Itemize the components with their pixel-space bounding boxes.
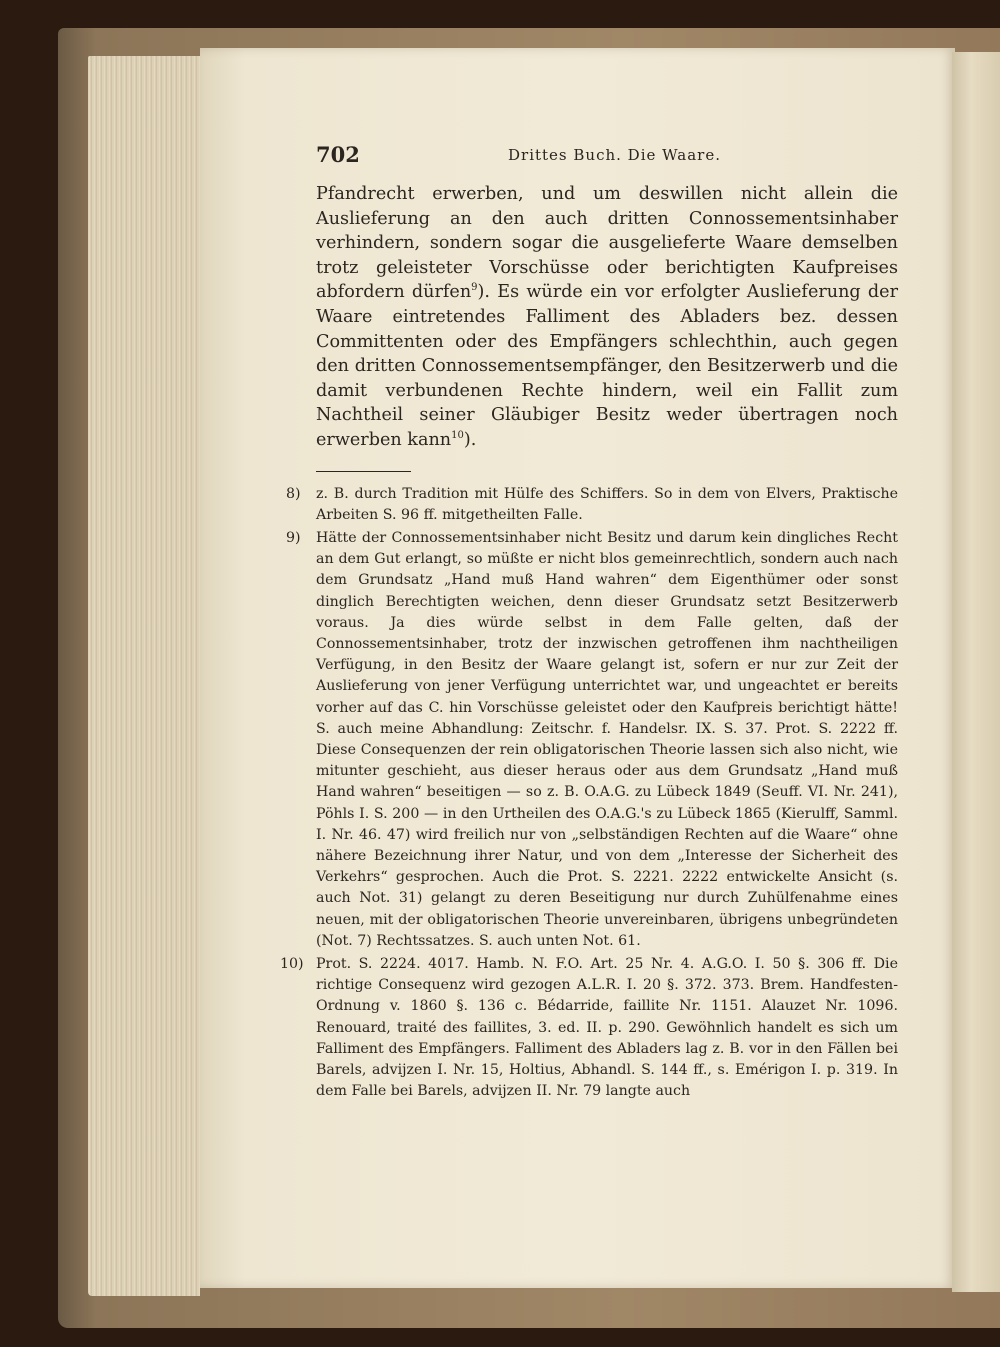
footnote-ref-9: 9 — [471, 282, 478, 294]
body-text-3: ). — [463, 429, 477, 450]
footnote-number: 8) — [286, 485, 301, 502]
body-paragraph — [316, 182, 898, 453]
footnote-text: Hätte der Connossementsinhaber nicht Besitz und darum kein dingliches Recht an dem Gut erlangt, so müßte er nicht blos gemeinrechtlich, sondern auch nach dem Grundsatz „Hand muß Hand wahren“ dem Eigenthümer oder sonst dinglich Berechtigten weichen, denn dieser Grundsatz setzt Besitzerwerb voraus. Ja dies würde selbst in dem Falle gelten, daß der Connossementsinhaber, trotz der inzwischen getroffenen ihm nachtheiligen Verfügung, in den Besitz der Waare gelangt ist, sofern er nur zur Zeit der Auslieferung von jener Verfügung unterrichtet war, und ungeachtet er bereits vorher auf das C. hin Vorschüsse geleistet oder den Kaufpreis berichtigt hätte! S. auch meine Abhandlung: Zeitschr. f. Handelsr. IX. S. 37. Prot. S. 2222 ff. Diese Consequenzen der rein obligatorischen Theorie lassen sich also nicht, wie mitunter geschieht, aus dieser heraus oder aus dem Grundsatz „Hand muß Hand wahren“ beseitigen — so z. B. O.A.G. zu Lübeck 1849 (Seuff. VI. Nr. 241), Pöhls I. S. 200 — in den Urtheilen des O.A.G.'s zu Lübeck 1865 (Kierulff, Samml. I. Nr. 46. 47) wird freilich nur von „selbständigen Rechten auf die Waare“ ohne nähere Bezeichnung ihrer Natur, und von dem „Interesse der Sicherheit des Verkehrs“ gesprochen. Auch die Prot. S. 2221. 2222 entwickelte Ansicht (s. auch Not. 31) gelangt zu deren Beseitigung nur durch Zuhülfenahme eines neuen, mit der obligatorischen Theorie unvereinbaren, übrigens unbegründeten (Not. 7) Rechtssatzes. S. auch unten Not. 61. — [316, 529, 898, 949]
text-area — [280, 140, 898, 1102]
footnote-9 — [286, 528, 898, 952]
footnote-ref-10: 10 — [451, 430, 464, 442]
page-header — [316, 140, 898, 174]
footnote-text: z. B. durch Tradition mit Hülfe des Schiffers. So in dem von Elvers, Praktische Arbeiten S. 96 ff. mitgetheilten Falle. — [316, 485, 898, 523]
footnote-10 — [280, 954, 898, 1102]
footnote-8 — [286, 484, 898, 526]
running-title: Drittes Buch. Die Waare. — [508, 146, 721, 164]
facing-page-edge — [952, 52, 1000, 1292]
footnote-text: Prot. S. 2224. 4017. Hamb. N. F.O. Art. 25 Nr. 4. A.G.O. I. 50 §. 306 ff. Die richtige Consequenz wird gezogen A.L.R. I. 20 §. 372. 373. Brem. Handfesten-Ordnung v. 1860 §. 136 c. Bédarride, faillite Nr. 1151. Alauzet Nr. 1096. Renouard, traité des faillites, 3. ed. II. p. 290. Gewöhnlich handelt es sich um Falliment des Empfängers. Falliment des Abladers lag z. B. vor in den Fällen bei Barels, advijzen I. Nr. 15, Holtius, Abhandl. S. 144 ff., s. Emérigon I. p. 319. In dem Falle bei Barels, advijzen II. Nr. 79 langte auch — [316, 956, 898, 1100]
footnote-rule — [316, 471, 411, 472]
body-text-1: Pfandrecht erwerben, und um deswillen nicht allein die Auslieferung an den auch dritten Connossementsinhaber verhindern, sondern sogar die ausgelieferte Waare demselben trotz geleisteter Vorschüsse oder berichtigten Kaufpreises abfordern dürfen — [316, 184, 898, 303]
body-text-2: ). Es würde ein vor erfolgter Auslieferung der Waare eintretendes Falliment des Abladers bez. dessen Committenten oder des Empfängers schlechthin, auch gegen den dritten Connossementsempfänger, den Besitzerwerb und die damit verbundenen Rechte hindern, weil ein Fallit zum Nachtheil seiner Gläubiger Besitz weder übertragen noch erwerben kann — [316, 282, 898, 450]
footnote-number: 10) — [280, 956, 304, 972]
footnotes — [280, 484, 898, 1103]
footnote-number: 9) — [286, 529, 301, 546]
page-edges — [88, 56, 200, 1296]
page-number: 702 — [316, 142, 360, 167]
